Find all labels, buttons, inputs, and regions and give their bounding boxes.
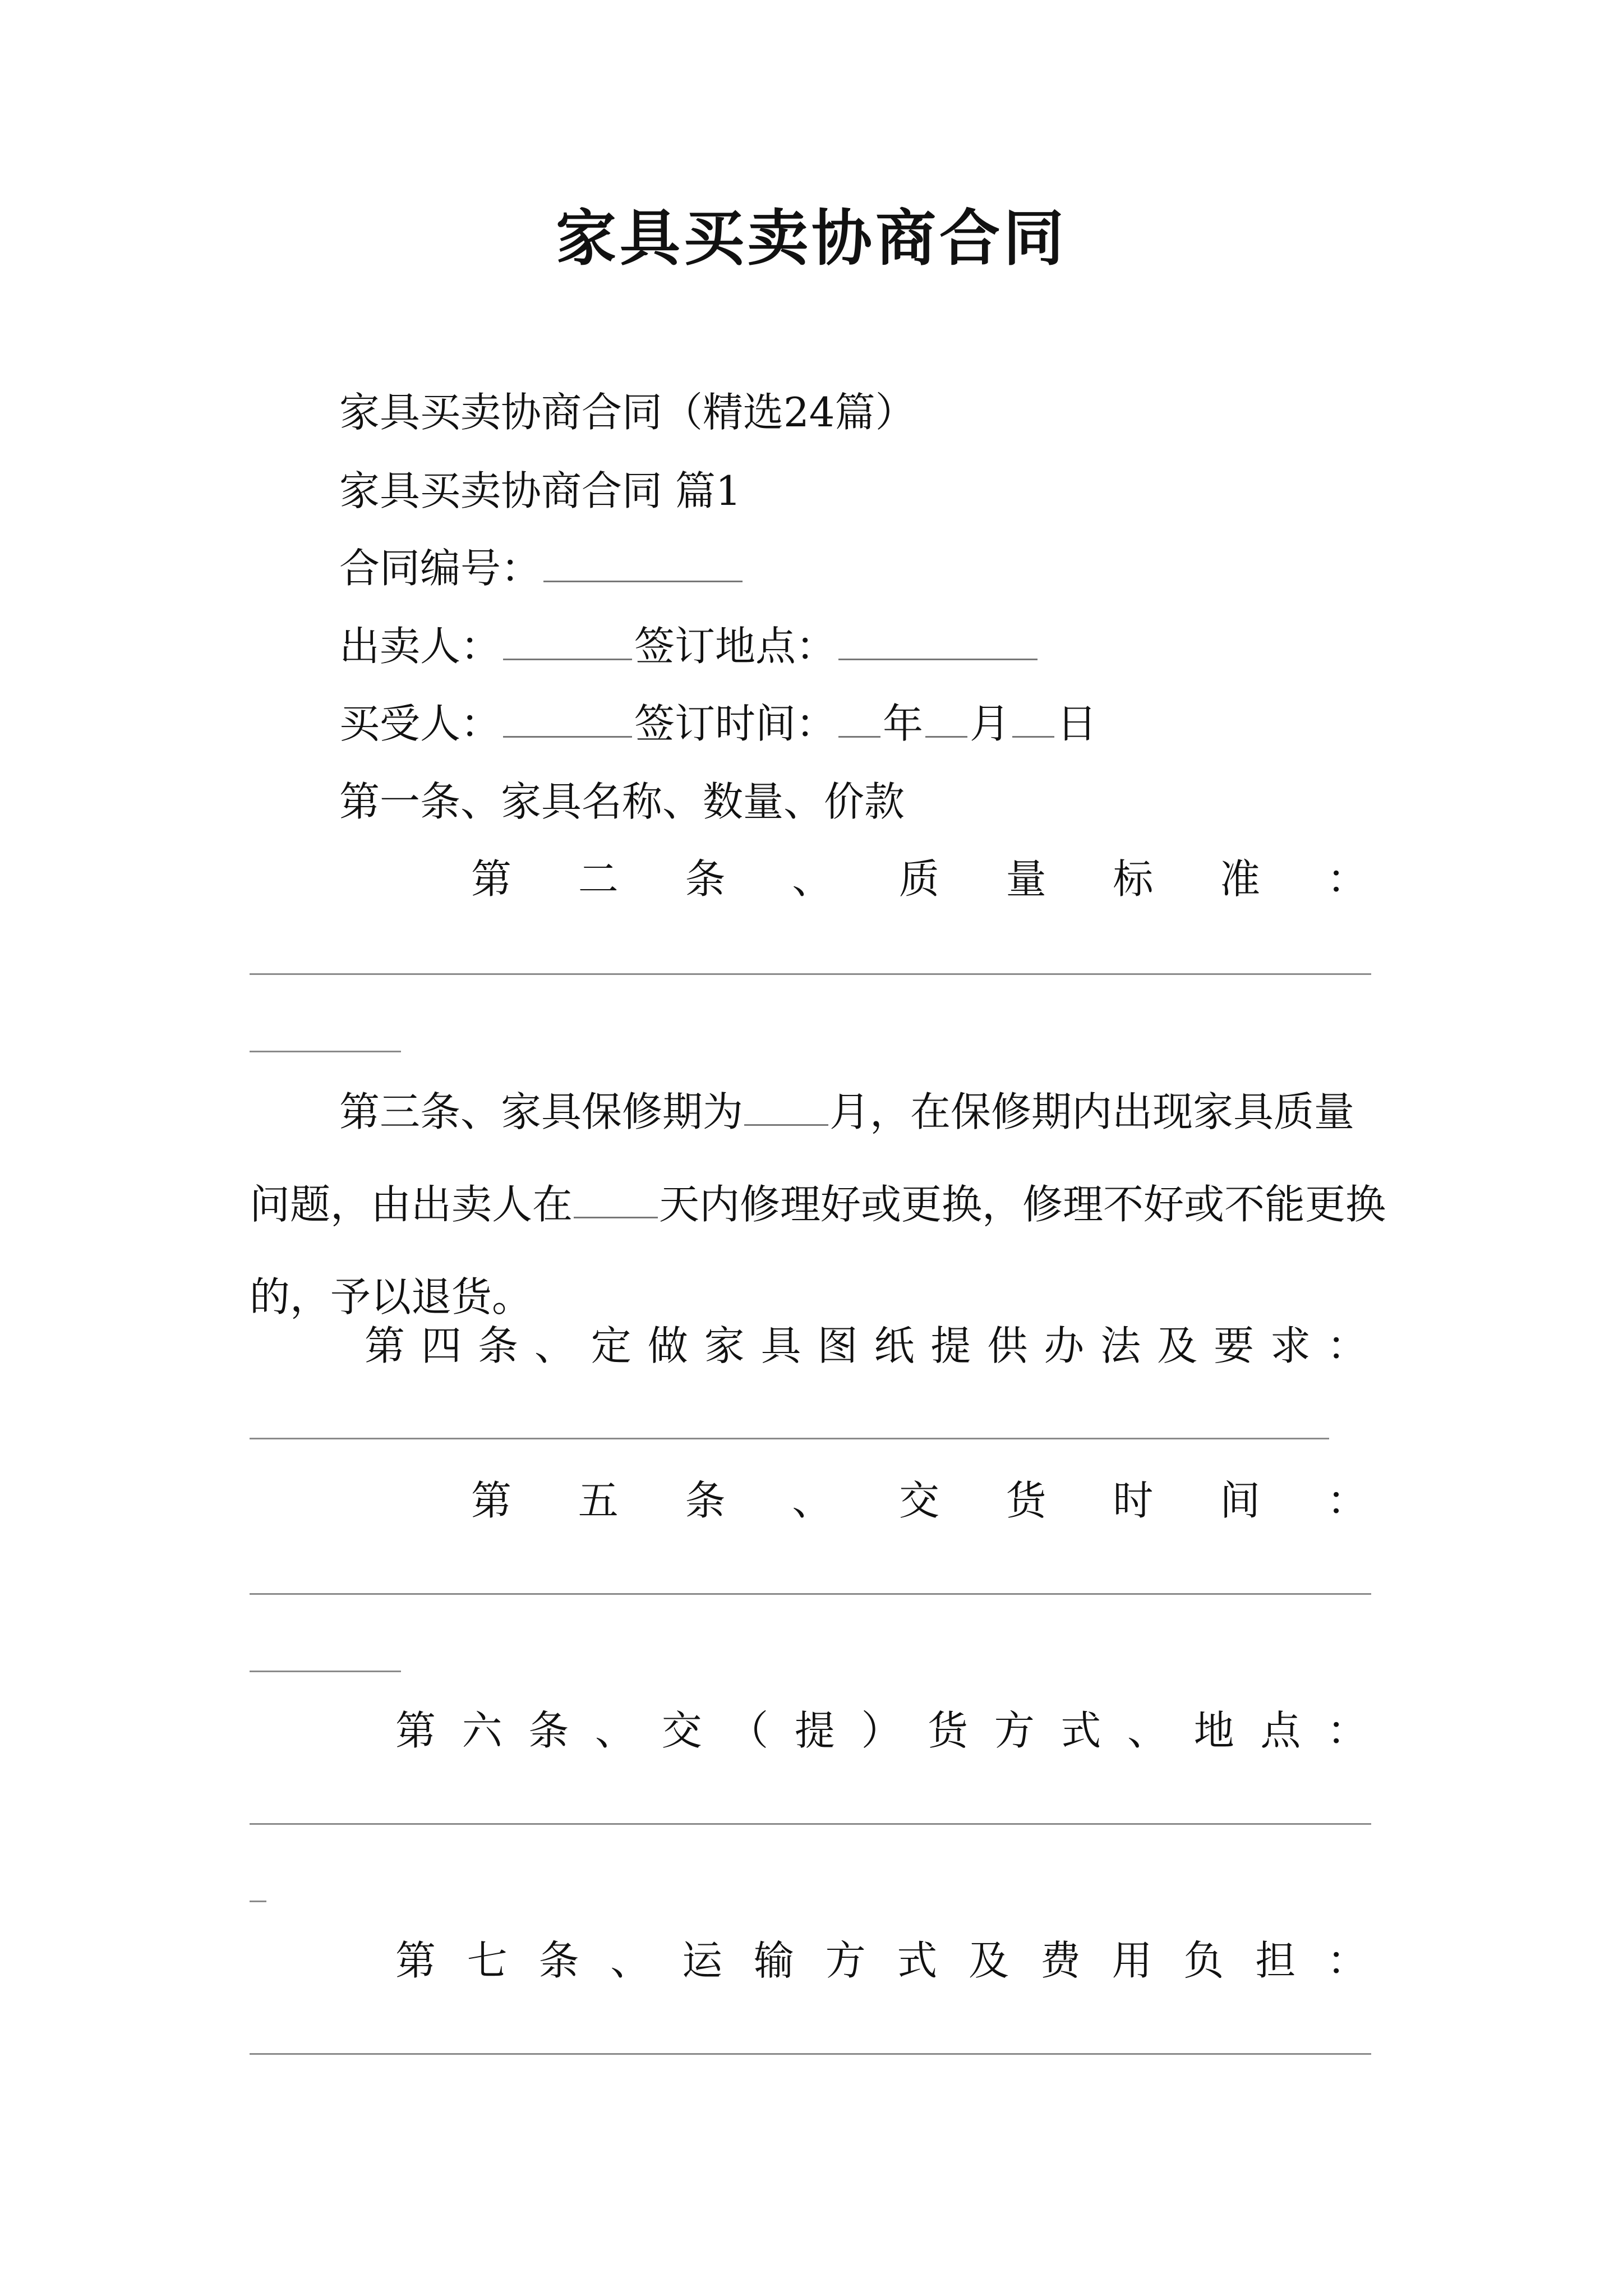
contract-number-blank xyxy=(543,580,743,582)
article-3-paragraph xyxy=(250,1066,1394,1343)
buyer-line xyxy=(339,698,1097,749)
article-5-char: 第 xyxy=(471,1477,512,1524)
month-blank xyxy=(925,735,967,738)
article-6-blank-line-end xyxy=(250,1901,266,1902)
article-2-char: 量 xyxy=(1006,855,1046,903)
article-5-char: 货 xyxy=(1006,1477,1046,1524)
article-4-char: 纸 xyxy=(874,1322,915,1369)
article-4-char: 具 xyxy=(760,1322,801,1369)
subtitle: 家具买卖协商合同（精选24篇） xyxy=(339,389,916,436)
article-7-char: 及 xyxy=(969,1937,1009,1984)
article-4-char: 图 xyxy=(817,1322,858,1369)
article-5-char: 、 xyxy=(792,1477,833,1524)
article-6-char: 第 xyxy=(395,1707,436,1754)
article-4-char: 办 xyxy=(1044,1322,1085,1369)
article-6-char: ： xyxy=(1326,1707,1367,1754)
contract-number-label: 合同编号： xyxy=(339,545,542,592)
article-4-char: 定 xyxy=(591,1322,631,1369)
article-4-char: 要 xyxy=(1214,1322,1255,1369)
article-6-char: 、 xyxy=(1127,1707,1168,1754)
article-6-heading xyxy=(395,1705,1367,1756)
article-7-char: 式 xyxy=(897,1937,938,1984)
article-4-char: 及 xyxy=(1157,1322,1198,1369)
year-blank xyxy=(838,735,880,738)
article-3-text: 月，在保修期内出现家具质量问题，由出卖人在 xyxy=(250,1088,1355,1228)
article-2-char: 二 xyxy=(578,855,619,903)
article-6-char: 地 xyxy=(1193,1707,1234,1754)
article-6-char: 方 xyxy=(994,1707,1035,1754)
article-2-char: 、 xyxy=(792,855,833,903)
article-6-char: 式 xyxy=(1061,1707,1101,1754)
article-4-char: 条 xyxy=(477,1322,518,1369)
article-5-blank-line-end xyxy=(250,1671,401,1672)
article-5-heading xyxy=(471,1475,1367,1526)
article-5-char: 条 xyxy=(685,1477,726,1524)
article-4-blank-line xyxy=(250,1438,1329,1439)
article-5-char: 时 xyxy=(1113,1477,1154,1524)
article-5-char: 间 xyxy=(1220,1477,1261,1524)
article-3-text: 第三条、家具保修期为 xyxy=(339,1088,744,1135)
repair-days-blank xyxy=(574,1216,658,1218)
article-2-heading xyxy=(471,854,1367,904)
document-title: 家具买卖协商合同 xyxy=(555,203,1067,274)
article-4-char: 提 xyxy=(930,1322,971,1369)
article-1: 第一条、家具名称、数量、价款 xyxy=(339,778,905,825)
article-7-char: 担 xyxy=(1255,1937,1296,1984)
article-2-char: 质 xyxy=(898,855,939,903)
article-7-char: 输 xyxy=(753,1937,794,1984)
article-6-char: 提 xyxy=(794,1707,835,1754)
article-6-char: 条 xyxy=(528,1707,569,1754)
article-6-char: 货 xyxy=(928,1707,969,1754)
article-7-char: 负 xyxy=(1183,1937,1224,1984)
sign-time-label: 签订时间： xyxy=(634,700,837,747)
day-label: 日 xyxy=(1057,700,1098,747)
buyer-blank xyxy=(503,735,632,738)
article-6-char: 六 xyxy=(462,1707,502,1754)
article-5-char: ： xyxy=(1326,1477,1367,1524)
month-label: 月 xyxy=(970,700,1011,747)
article-7-heading xyxy=(395,1935,1367,1986)
article-7-char: 费 xyxy=(1040,1937,1081,1984)
article-7-char: 七 xyxy=(467,1937,508,1984)
article-4-char: 供 xyxy=(987,1322,1028,1369)
article-7-char: 、 xyxy=(610,1937,651,1984)
article-2-char: 标 xyxy=(1113,855,1154,903)
article-4-char: 做 xyxy=(647,1322,688,1369)
year-label: 年 xyxy=(883,700,924,747)
article-6-char: ） xyxy=(861,1707,902,1754)
article-7-char: 第 xyxy=(395,1937,436,1984)
article-7-char: ： xyxy=(1326,1937,1367,1984)
article-4-char: 求 xyxy=(1270,1322,1311,1369)
article-2-char: ： xyxy=(1326,855,1367,903)
article-7-char: 运 xyxy=(682,1937,723,1984)
article-5-char: 交 xyxy=(898,1477,939,1524)
sign-place-blank xyxy=(838,658,1038,660)
seller-label: 出卖人： xyxy=(339,623,501,670)
seller-line xyxy=(339,621,1040,671)
article-7-char: 方 xyxy=(825,1937,866,1984)
seller-blank xyxy=(503,658,632,660)
warranty-months-blank xyxy=(744,1124,828,1126)
article-4-char: 四 xyxy=(421,1322,462,1369)
article-2-blank-line xyxy=(250,973,1371,975)
article-4-char: 第 xyxy=(365,1322,405,1369)
article-6-blank-line xyxy=(250,1823,1371,1825)
article-4-char: ： xyxy=(1326,1322,1367,1369)
article-4-char: 、 xyxy=(534,1322,575,1369)
article-2-char: 准 xyxy=(1220,855,1261,903)
article-6-char: 交 xyxy=(661,1707,702,1754)
article-5-char: 五 xyxy=(578,1477,619,1524)
sign-place-label: 签订地点： xyxy=(634,623,837,670)
article-5-blank-line xyxy=(250,1593,1371,1595)
article-6-char: 、 xyxy=(594,1707,635,1754)
article-6-char: 点 xyxy=(1260,1707,1301,1754)
article-3-text: 天内修理好或更换，修理不好或不能更换的，予以退货。 xyxy=(250,1181,1386,1320)
article-7-char: 条 xyxy=(538,1937,579,1984)
article-2-char: 条 xyxy=(685,855,726,903)
article-4-char: 家 xyxy=(704,1322,745,1369)
article-6-char: （ xyxy=(728,1707,769,1754)
article-4-heading xyxy=(365,1320,1367,1371)
section-heading: 家具买卖协商合同 篇1 xyxy=(339,467,741,514)
buyer-label: 买受人： xyxy=(339,700,501,747)
day-blank xyxy=(1012,735,1054,738)
article-2-char: 第 xyxy=(471,855,512,903)
contract-number-line xyxy=(339,543,745,593)
article-7-blank-line xyxy=(250,2053,1371,2055)
article-4-char: 法 xyxy=(1100,1322,1141,1369)
article-7-char: 用 xyxy=(1112,1937,1152,1984)
article-2-blank-line-end xyxy=(250,1051,401,1052)
